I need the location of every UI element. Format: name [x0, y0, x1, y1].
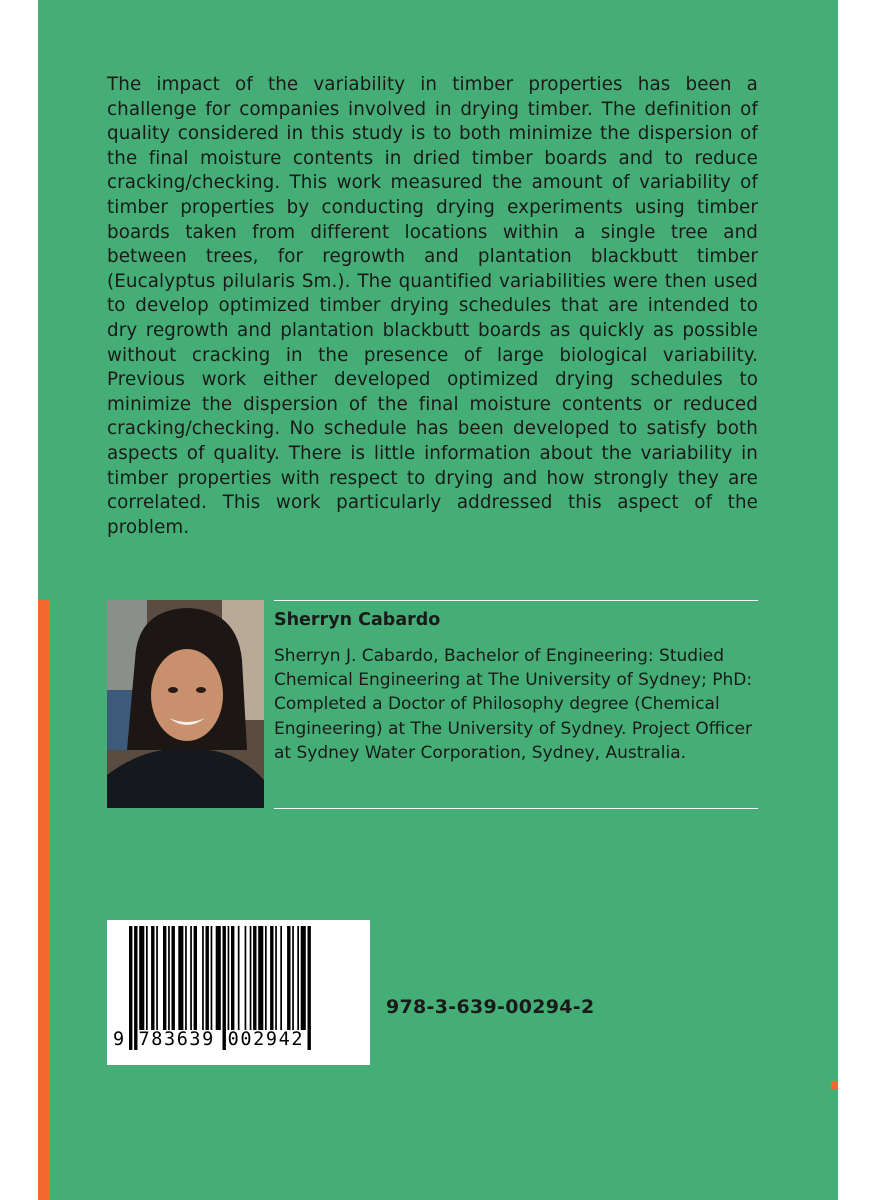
barcode-digits: 9 783639 002942: [113, 1029, 305, 1050]
barcode-bar: [194, 926, 197, 1030]
barcode-bar: [250, 926, 252, 1030]
barcode-bar: [258, 926, 263, 1030]
author-photo: [107, 600, 264, 808]
author-bio: Sherryn J. Cabardo, Bachelor of Engineering: Studied Chemical Engineering at The University of Sydney; PhD: Completed a Doctor of Philosophy degree (Chemical Engineering) at The University of Sydney. Project Officer at Sydney Water Corporation, Sydney, Australia.: [274, 646, 753, 763]
barcode-bar: [163, 926, 166, 1030]
barcode-bar: [292, 926, 294, 1030]
edge-marker: [831, 1081, 838, 1089]
barcode-bar: [280, 926, 282, 1030]
barcode-bar: [275, 926, 277, 1030]
barcode-bar: [178, 926, 183, 1030]
author-name: Sherryn Cabardo: [274, 610, 441, 630]
barcode-bar: [151, 926, 154, 1030]
barcode-bar: [139, 926, 144, 1030]
barcode-bar: [156, 926, 158, 1030]
barcode-bar: [301, 926, 306, 1030]
barcode-bar: [231, 926, 234, 1030]
barcode-bar: [206, 926, 209, 1030]
barcode-bar: [168, 926, 170, 1030]
barcode-bar: [172, 926, 175, 1030]
barcode-bar: [146, 926, 148, 1030]
barcode-bar: [245, 926, 247, 1030]
barcode-bar: [190, 926, 192, 1030]
barcode-bar: [228, 926, 230, 1030]
barcode-bar: [185, 926, 187, 1030]
barcode-bar: [211, 926, 213, 1030]
barcode-bar: [287, 926, 290, 1030]
barcode-bar: [297, 926, 299, 1030]
spine-edge-stripe: [38, 600, 50, 1200]
barcode: [107, 920, 370, 1065]
barcode-bar: [270, 926, 273, 1030]
barcode-bar: [202, 926, 204, 1030]
barcode-bar: [216, 926, 221, 1030]
divider-bottom: [274, 808, 758, 809]
book-blurb: The impact of the variability in timber properties has been a challenge for companies involved in drying timber. The definition of quality considered in this study is to both minimize the dispersion of the final moisture contents in dried timber boards and to reduce cracking/checking. This work measured the amount of variability of timber properties by conducting drying experiments using timber boards taken from different locations within a single tree and between trees, for regrowth and plantation blackbutt timber (Eucalyptus pilularis Sm.). The quantified variabilities were then used to develop optimized timber drying schedules that are intended to dry regrowth and plantation blackbutt boards as quickly as possible without cracking in the presence of large biological variability. Previous work either developed optimized drying schedules to minimize the dispersion of the final moisture contents or reduced cracking/checking. No schedule has been developed to satisfy both aspects of quality. There is little information about the variability in timber properties with respect to drying and how strongly they are correlated. This work particularly addressed this aspect of the problem.: [107, 74, 758, 538]
divider-top: [274, 600, 758, 601]
barcode-bar: [253, 926, 256, 1030]
barcode-bar: [265, 926, 267, 1030]
barcode-bar: [238, 926, 240, 1030]
isbn-number: 978-3-639-00294-2: [386, 996, 595, 1018]
